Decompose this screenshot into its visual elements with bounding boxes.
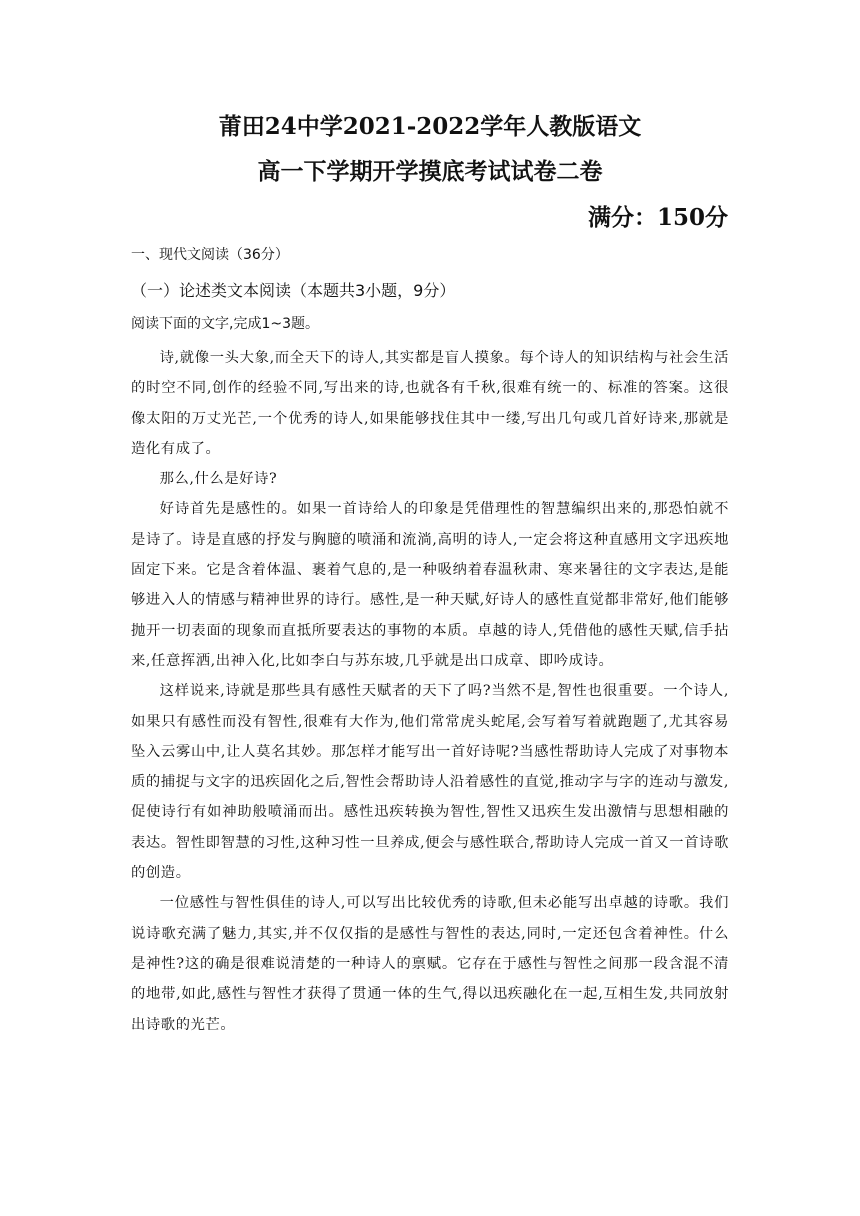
passage-paragraph: 好诗首先是感性的。如果一首诗给人的印象是凭借理性的智慧编织出来的,那恐怕就不是诗了。诗是直感的抒发与胸臆的喷涌和流淌,高明的诗人,一定会将这种直感用文字迅疾地固定下来。它是含着体温、裹着气息的,是一种吸纳着春温秋肃、寒来暑往的文字表达,是能够进入人的情感与精神世界的诗行。感性,是一种天赋,好诗人的感性直觉都非常好,他们能够抛开一切表面的现象而直抵所要表达的事物的本质。卓越的诗人,凭借他的感性天赋,信手拈来,任意挥洒,出神入化,比如李白与苏东坡,几乎就是出口成章、即吟成诗。 [131,501,729,669]
reading-passage [131,343,729,1040]
section-heading: 一、现代文阅读（36分） [131,247,289,263]
page-title: 莆田24中学2021-2022学年人教版语文 [218,113,642,140]
passage-paragraph: 这样说来,诗就是那些具有感性天赋者的天下了吗?当然不是,智性也很重要。一个诗人,如果只有感性而没有智性,很难有大作为,他们常常虎头蛇尾,会写着写着就跑题了,尤其容易坠入云雾山中,让人莫名其妙。那怎样才能写出一首好诗呢?当感性帮助诗人完成了对事物本质的捕捉与文字的迅疾固化之后,智性会帮助诗人沿着感性的直觉,推动字与字的连动与激发,促使诗行有如神助般喷涌而出。感性迅疾转换为智性,智性又迅疾生发出激情与思想相融的表达。智性即智慧的习性,这种习性一旦养成,便会与感性联合,帮助诗人完成一首又一首诗歌的创造。 [131,683,729,882]
reading-instruction: 阅读下面的文字,完成1~3题。 [131,316,319,332]
section-subheading: （一）论述类文本阅读（本题共3小题，9分） [131,281,456,300]
total-score: 满分：150分 [587,204,728,231]
passage-paragraph: 那么,什么是好诗? [159,471,278,488]
passage-paragraph: 诗,就像一头大象,而全天下的诗人,其实都是盲人摸象。每个诗人的知识结构与社会生活的时空不同,创作的经验不同,写出来的诗,也就各有千秋,很难有统一的、标准的答案。这很像太阳的万丈光芒,一个优秀的诗人,如果能够找住其中一缕,写出几句或几首好诗来,那就是造化有成了。 [131,350,729,457]
page-subtitle: 高一下学期开学摸底考试试卷二卷 [257,158,603,185]
passage-paragraph: 一位感性与智性俱佳的诗人,可以写出比较优秀的诗歌,但未必能写出卓越的诗歌。我们说诗歌充满了魅力,其实,并不仅仅指的是感性与智性的表达,同时,一定还包含着神性。什么是神性?这的确是很难说清楚的一种诗人的禀赋。它存在于感性与智性之间那一段含混不清的地带,如此,感性与智性才获得了贯通一体的生气,得以迅疾融化在一起,互相生发,共同放射出诗歌的光芒。 [131,895,729,1033]
